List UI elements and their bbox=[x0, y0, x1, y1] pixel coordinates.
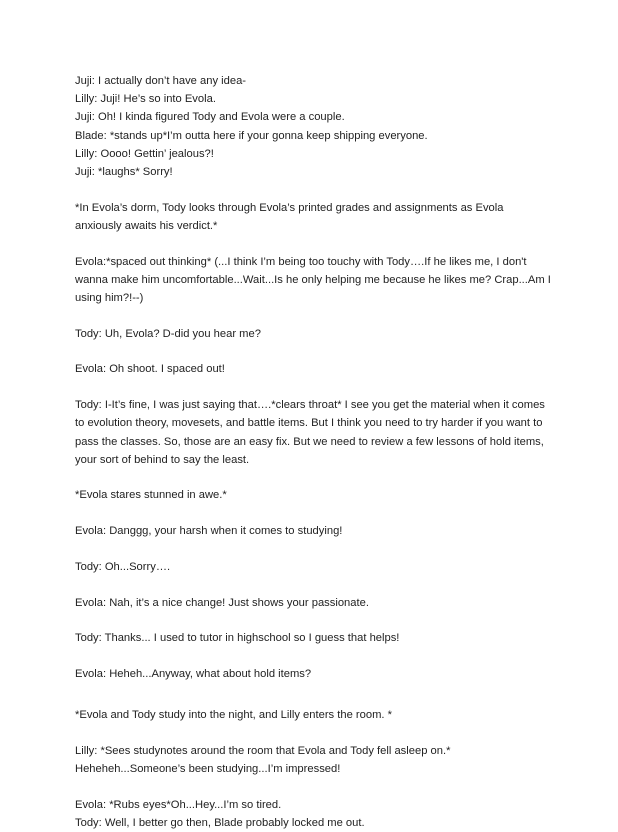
paragraph-spacer bbox=[75, 343, 545, 361]
paragraph-spacer bbox=[75, 469, 545, 487]
dialogue-line: Heheheh...Someone’s been studying...I’m impressed! bbox=[75, 763, 341, 776]
dialogue-line: pass the classes. So, those are an easy fix. But we need to review a few lessons of hold items, bbox=[75, 435, 544, 448]
dialogue-line: Evola: Oh shoot. I spaced out! bbox=[75, 363, 225, 376]
dialogue-block-juji-lilly-blade bbox=[75, 72, 545, 181]
paragraph-spacer bbox=[75, 683, 545, 706]
dialogue-line: Tody: I-It’s fine, I was just saying that….*clears throat* I see you get the material when it comes bbox=[75, 399, 545, 412]
tody-question-paragraph bbox=[75, 325, 545, 343]
stage-direction-dorm bbox=[75, 199, 545, 235]
dialogue-line: Blade: *stands up*I’m outta here if your gonna keep shipping everyone. bbox=[75, 129, 428, 142]
evola-thinking-paragraph bbox=[75, 253, 551, 308]
dialogue-line: Lilly: *Sees studynotes around the room that Evola and Tody fell asleep on.* bbox=[75, 744, 451, 757]
tody-thanks-paragraph bbox=[75, 629, 545, 647]
dialogue-line: Tody: Well, I better go then, Blade probably locked me out. bbox=[75, 816, 365, 829]
paragraph-spacer bbox=[75, 307, 545, 325]
dialogue-line: wanna make him uncomfortable...Wait...Is he only helping me because he likes me? Crap...Am I bbox=[75, 273, 551, 286]
narration-line: anxiously awaits his verdict.* bbox=[75, 219, 218, 232]
tody-review-paragraph bbox=[75, 396, 545, 469]
evola-spaced-out-paragraph bbox=[75, 360, 545, 378]
paragraph-spacer bbox=[75, 778, 545, 796]
narration-line: *Evola and Tody study into the night, and Lilly enters the room. * bbox=[75, 709, 392, 722]
paragraph-spacer bbox=[75, 379, 545, 397]
dialogue-line: Lilly: Juji! He’s so into Evola. bbox=[75, 93, 216, 106]
paragraph-spacer bbox=[75, 612, 545, 630]
paragraph-spacer bbox=[75, 540, 545, 558]
dialogue-line: your sort of behind to say the least. bbox=[75, 453, 250, 466]
paragraph-spacer bbox=[75, 724, 545, 742]
evola-nice-change-paragraph bbox=[75, 594, 545, 612]
paragraph-spacer bbox=[75, 235, 545, 253]
evola-hold-items-paragraph bbox=[75, 665, 545, 683]
dialogue-line: Juji: *laughs* Sorry! bbox=[75, 166, 173, 179]
paragraph-spacer bbox=[75, 576, 545, 594]
evola-harsh-paragraph bbox=[75, 522, 545, 540]
paragraph-spacer bbox=[75, 181, 545, 199]
document-body bbox=[75, 72, 551, 832]
dialogue-line: Evola: Danggg, your harsh when it comes to studying! bbox=[75, 525, 343, 538]
lilly-impressed-paragraph bbox=[75, 742, 545, 778]
dialogue-line: Juji: Oh! I kinda figured Tody and Evola were a couple. bbox=[75, 111, 345, 124]
evola-tody-closing-paragraph bbox=[75, 796, 545, 832]
dialogue-line: to evolution theory, movesets, and battle items. But I think you need to try harder if you want to bbox=[75, 417, 543, 430]
dialogue-line: Evola: *Rubs eyes*Oh...Hey...I’m so tired. bbox=[75, 798, 282, 811]
dialogue-line: Evola: Nah, it’s a nice change! Just shows your passionate. bbox=[75, 596, 369, 609]
paragraph-spacer bbox=[75, 505, 545, 523]
narration-line: *Evola stares stunned in awe.* bbox=[75, 489, 227, 502]
dialogue-line: Evola: Heheh...Anyway, what about hold items? bbox=[75, 667, 312, 680]
dialogue-line: Tody: Uh, Evola? D-did you hear me? bbox=[75, 327, 261, 340]
dialogue-line: Juji: I actually don’t have any idea- bbox=[75, 75, 247, 87]
dialogue-line: Lilly: Oooo! Gettin’ jealous?! bbox=[75, 147, 214, 160]
dialogue-line: Tody: Oh...Sorry…. bbox=[75, 560, 171, 573]
narration-line: *In Evola’s dorm, Tody looks through Evola’s printed grades and assignments as Evola bbox=[75, 201, 504, 214]
dialogue-line: Evola:*spaced out thinking* (...I think I’m being too touchy with Tody….If he likes me, I don't bbox=[75, 255, 527, 268]
stage-direction-stunned bbox=[75, 486, 545, 504]
dialogue-line: using him?!--) bbox=[75, 292, 144, 305]
stage-direction-night bbox=[75, 706, 545, 724]
paragraph-spacer bbox=[75, 647, 545, 665]
dialogue-line: Tody: Thanks... I used to tutor in highschool so I guess that helps! bbox=[75, 632, 400, 645]
tody-sorry-paragraph bbox=[75, 558, 545, 576]
